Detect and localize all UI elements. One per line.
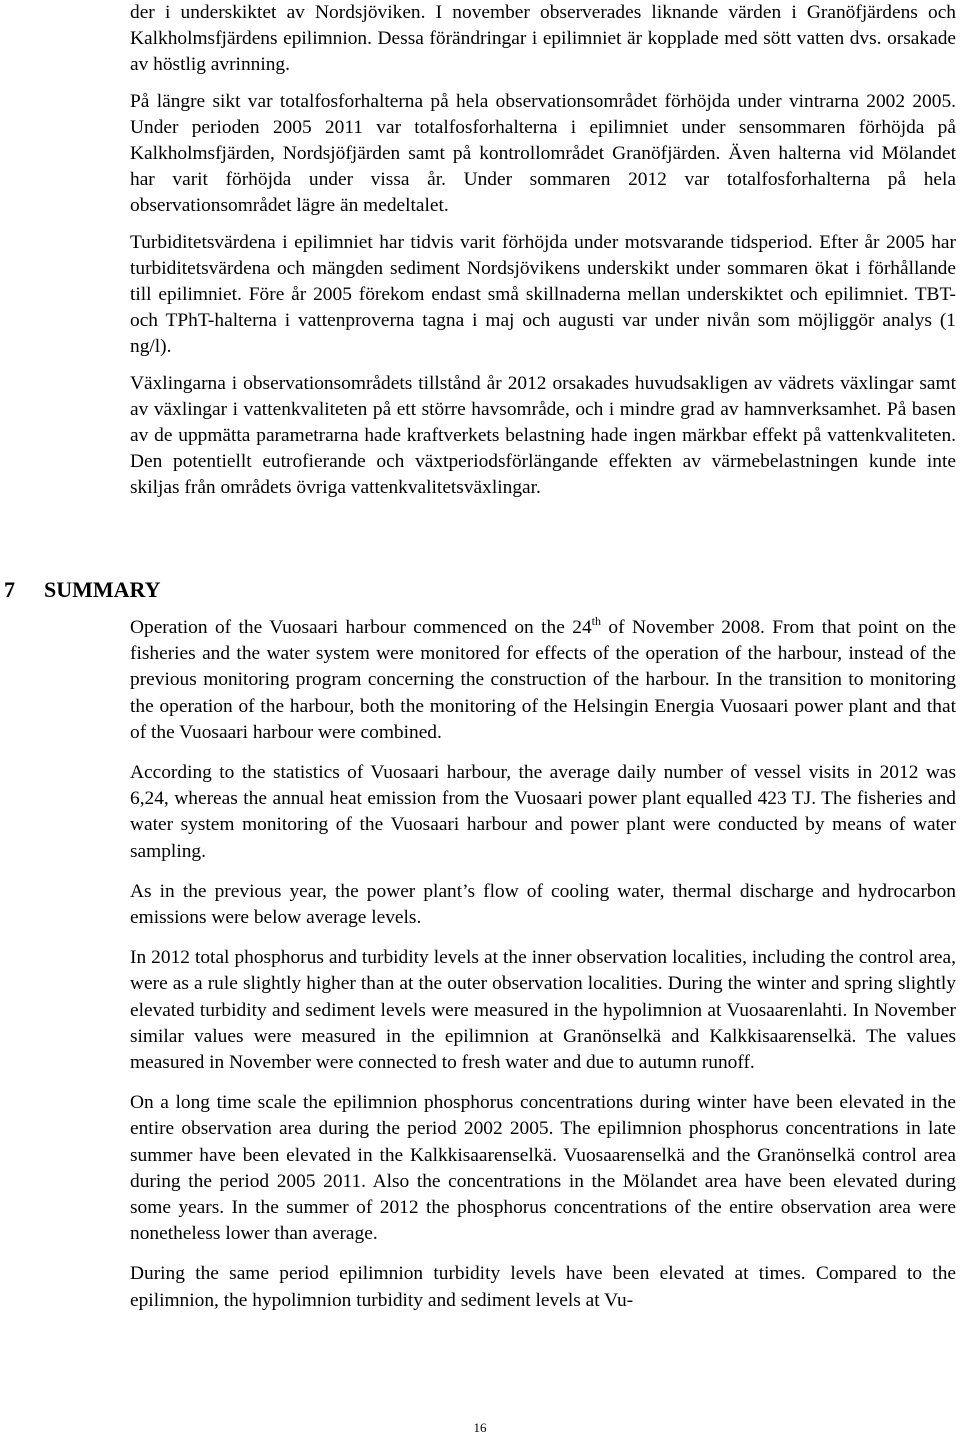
body-paragraph: As in the previous year, the power plant’s flow of cooling water, thermal discharge and hydrocarbon emissions were below average levels. — [130, 880, 956, 929]
body-paragraph: During the same period epilimnion turbidity levels have been elevated at times. Compared to the epilimnion, the hypolimnion turbidity and sediment levels at Vu- — [130, 1263, 956, 1311]
body-paragraph: På längre sikt var totalfosforhalterna på hela observationsområdet förhöjda under vintrarna 2002 2005. Under perioden 2005 2011 var totalfosforhalterna i epilimniet under sensommaren förhöjda på Kalkholmsfjärden, Nordsjöfjärden samt på kontrollområdet Granöfjärden. Även halterna vid Mölandet har varit förhöjda under vissa år. Under sommaren 2012 var totalfosforhalterna på hela observationsområdet lägre än medeltalet. — [130, 90, 956, 217]
page-number: 16 — [473, 1420, 487, 1435]
paragraph-text: Operation of the Vuosaari harbour commenced on the 24 — [130, 617, 592, 638]
section-number: 7 — [4, 577, 15, 602]
section-heading — [4, 575, 161, 605]
paragraph-text: of November 2008. From that point on the fisheries and the water system were monitored for effects of the operation of the harbour, instead of the previous monitoring program concerning the construction of the harbour. In the transition to monitoring the operation of the harbour, both the monitoring of the Helsingin Energia Vuosaari power plant and that of the Vuosaari harbour were combined. — [130, 617, 956, 743]
body-paragraph: Turbiditetsvärdena i epilimniet har tidvis varit förhöjda under motsvarande tidsperiod. Efter år 2005 har turbiditetsvärdena och mängden sediment Nordsjövikens underskikt under sommaren ökat i förhållande till epilimniet. Före år 2005 förekom endast små skillnaderna mellan underskiktet och epilimniet. TBT- och TPhT-halterna i vattenproverna tagna i maj och augusti var under nivån som möjliggör analys (1 ng/l). — [130, 231, 956, 358]
summary-section — [130, 615, 956, 1314]
body-paragraph: der i underskiktet av Nordsjöviken. I november observerades liknande värden i Granöfjärdens och Kalkholmsfjärdens epilimnion. Dessa förändringar i epilimniet är kopplade med sött vatten dvs. orsakade av höstlig avrinning. — [130, 2, 956, 76]
section-title: SUMMARY — [44, 577, 161, 602]
body-paragraph: On a long time scale the epilimnion phosphorus concentrations during winter have been elevated in the entire observation area during the period 2002 2005. The epilimnion phosphorus concentrations in late summer have been elevated in the Kalkkisaarenselkä. Vuosaarenselkä and the Granönselkä control area during the period 2005 2011. Also the concentrations in the Mölandet area have been elevated during some years. In the summer of 2012 the phosphorus concentrations of the entire observation area were nonetheless lower than average. — [130, 1092, 956, 1245]
body-paragraph: In 2012 total phosphorus and turbidity levels at the inner observation localities, including the control area, were as a rule slightly higher than at the outer observation localities. During the winter and spring slightly elevated turbidity and sediment levels were measured in the hypolimnion at Vuosaarenlahti. In November similar values were measured in the epilimnion at Granönselkä and Kalkkisaarenselkä. The values measured in November were connected to fresh water and due to autumn runoff. — [130, 947, 956, 1074]
body-paragraph — [130, 615, 956, 746]
body-paragraph: Växlingarna i observationsområdets tillstånd år 2012 orsakades huvudsakligen av vädrets växlingar samt av växlingar i vattenkvaliteten på ett större havsområde, och i mindre grad av hamnverksamhet. På basen av de uppmätta parametrarna hade kraftverkets belastning hade ingen märkbar effekt på vattenkvaliteten. Den potentiellt eutrofierande och växtperiodsförlängande effekten av värmebelastningen kunde inte skiljas från områdets övriga vattenkvalitetsväxlingar. — [130, 372, 956, 499]
body-paragraph: According to the statistics of Vuosaari harbour, the average daily number of vessel visits in 2012 was 6,24, whereas the annual heat emission from the Vuosaari power plant equalled 423 TJ. The fisheries and water system monitoring of the Vuosaari harbour and power plant were conducted by means of water sampling. — [130, 762, 956, 862]
ordinal-suffix: th — [591, 614, 601, 628]
swedish-section — [130, 0, 956, 502]
